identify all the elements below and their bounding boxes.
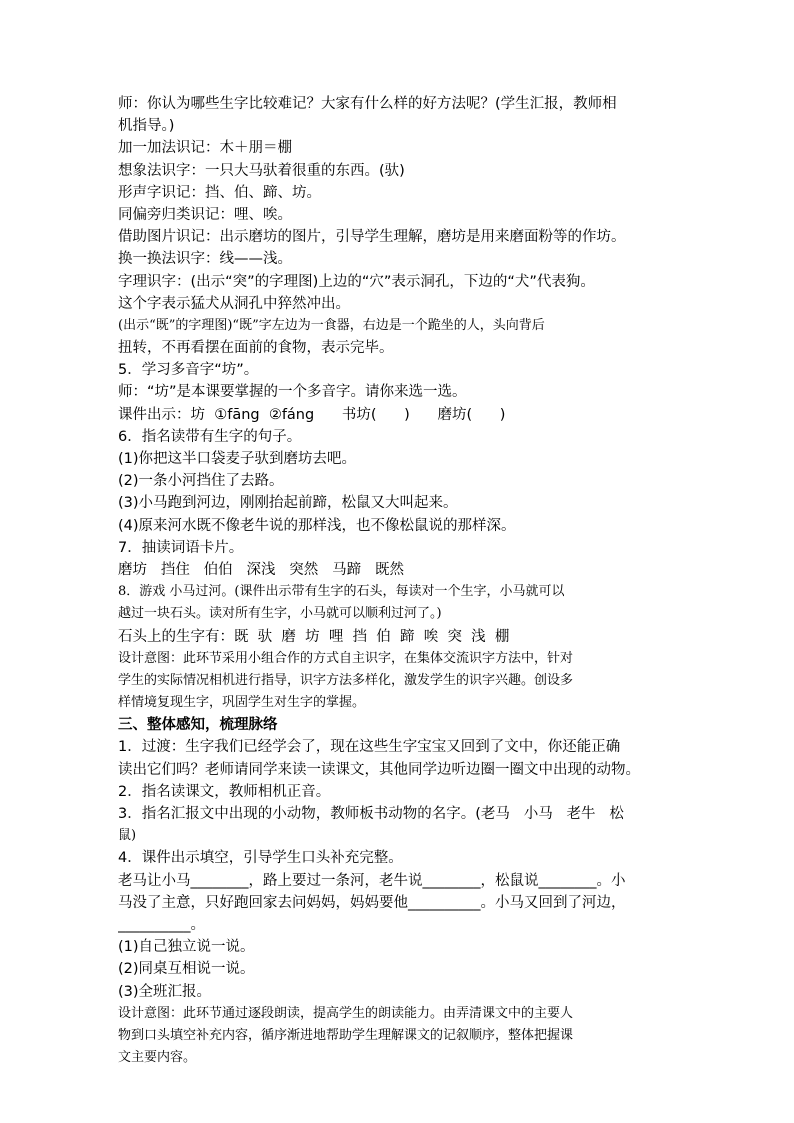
text-line: 设计意图：此环节采用小组合作的方式自主识字，在集体交流识字方法中，针对 <box>118 650 574 666</box>
text-line: 形声字识记：挡、伯、蹄、坊。 <box>118 184 321 201</box>
text-line: 机指导。) <box>118 118 175 135</box>
text-line: 老马让小马________，路上要过一条河，老牛说________，松鼠说________。小 <box>118 872 626 889</box>
document-page <box>118 93 686 1069</box>
text-line: 磨坊 挡住 伯伯 深浅 突然 马蹄 既然 <box>118 561 404 578</box>
text-line: 越过一块石头。读对所有生字，小马就可以顺利过河了。) <box>118 606 442 622</box>
text-line: 6．指名读带有生字的句子。 <box>118 428 302 445</box>
text-line: 3．指名汇报文中出现的小动物，教师板书动物的名字。(老马 小马 老牛 松 <box>118 806 624 822</box>
text-line: 设计意图：此环节通过逐段朗读，提高学生的朗读能力。由弄清课文中的主要人 <box>118 1005 574 1021</box>
text-line: 物到口头填空补充内容，循序渐进地帮助学生理解课文的记叙顺序，整体把握课 <box>118 1027 574 1043</box>
text-line: 想象法识字：一只大马驮着很重的东西。(驮) <box>118 162 405 179</box>
text-line: 5．学习多音字“坊”。 <box>118 362 259 379</box>
text-line: 加一加法识记：木＋朋＝棚 <box>118 140 292 157</box>
text-line: 这个字表示猛犬从洞孔中猝然冲出。 <box>118 295 350 312</box>
text-line: (2)同桌互相说一说。 <box>118 961 255 978</box>
text-line: 借助图片识记：出示磨坊的图片，引导学生理解，磨坊是用来磨面粉等的作坊。 <box>118 229 626 246</box>
text-line: (4)原来河水既不像老牛说的那样浅，也不像松鼠说的那样深。 <box>118 517 516 534</box>
text-line: 文主要内容。 <box>118 1050 197 1066</box>
text-line: 4．课件出示填空，引导学生口头补充完整。 <box>118 850 403 867</box>
text-line: (1)你把这半口袋麦子驮到磨坊去吧。 <box>118 451 357 467</box>
text-line: (2)一条小河挡住了去路。 <box>118 473 284 490</box>
text-line: 换一换法识字：线——浅。 <box>118 251 292 268</box>
text-line: 扭转，不再看摆在面前的食物，表示完毕。 <box>118 340 394 357</box>
section-heading: 三、整体感知，梳理脉络 <box>118 717 278 734</box>
text-line: 课件出示：坊 ①fāng ②fáng 书坊( ) 磨坊( ) <box>118 406 506 423</box>
text-line: (出示“既”的字理图)“既”字左边为一食器，右边是一个跪坐的人，头向背后 <box>118 317 545 333</box>
text-line: 学生的实际情况相机进行指导，识字方法多样化，激发学生的识字兴趣。创设多 <box>118 672 574 688</box>
text-line: 师：“坊”是本课要掌握的一个多音字。请你来选一选。 <box>118 384 467 401</box>
text-line: 样情境复现生字，巩固学生对生字的掌握。 <box>118 695 366 711</box>
text-line: (3)全班汇报。 <box>118 983 212 1000</box>
text-line: 7．抽读词语卡片。 <box>118 539 244 556</box>
text-line: 同偏旁归类识记：哩、唉。 <box>118 206 292 223</box>
text-line: __________。 <box>118 916 205 933</box>
text-line: 字理识字：(出示“突”的字理图)上边的“穴”表示洞孔，下边的“犬”代表狗。 <box>118 273 595 290</box>
text-line: (1)自己独立说一说。 <box>118 939 255 956</box>
text-line: 石头上的生字有：既 驮 磨 坊 哩 挡 伯 蹄 唉 突 浅 棚 <box>118 628 510 645</box>
text-line: 读出它们吗？老师请同学来读一读课文，其他同学边听边圈一圈文中出现的动物。 <box>118 761 640 778</box>
text-line: 8．游戏 小马过河。(课件出示带有生字的石头，每读对一个生字，小马就可以 <box>118 584 565 600</box>
text-line: (3)小马跑到河边，刚刚抬起前蹄，松鼠又大叫起来。 <box>118 495 458 512</box>
text-line: 鼠) <box>118 828 137 844</box>
text-line: 2．指名读课文，教师相机正音。 <box>118 783 331 800</box>
text-line: 马没了主意，只好跑回家去问妈妈，妈妈要他__________。小马又回到了河边， <box>118 894 626 911</box>
text-line: 师：你认为哪些生字比较难记？大家有什么样的好方法呢？(学生汇报，教师相 <box>118 96 617 112</box>
text-line: 1．过渡：生字我们已经学会了，现在这些生字宝宝又回到了文中，你还能正确 <box>118 739 621 756</box>
